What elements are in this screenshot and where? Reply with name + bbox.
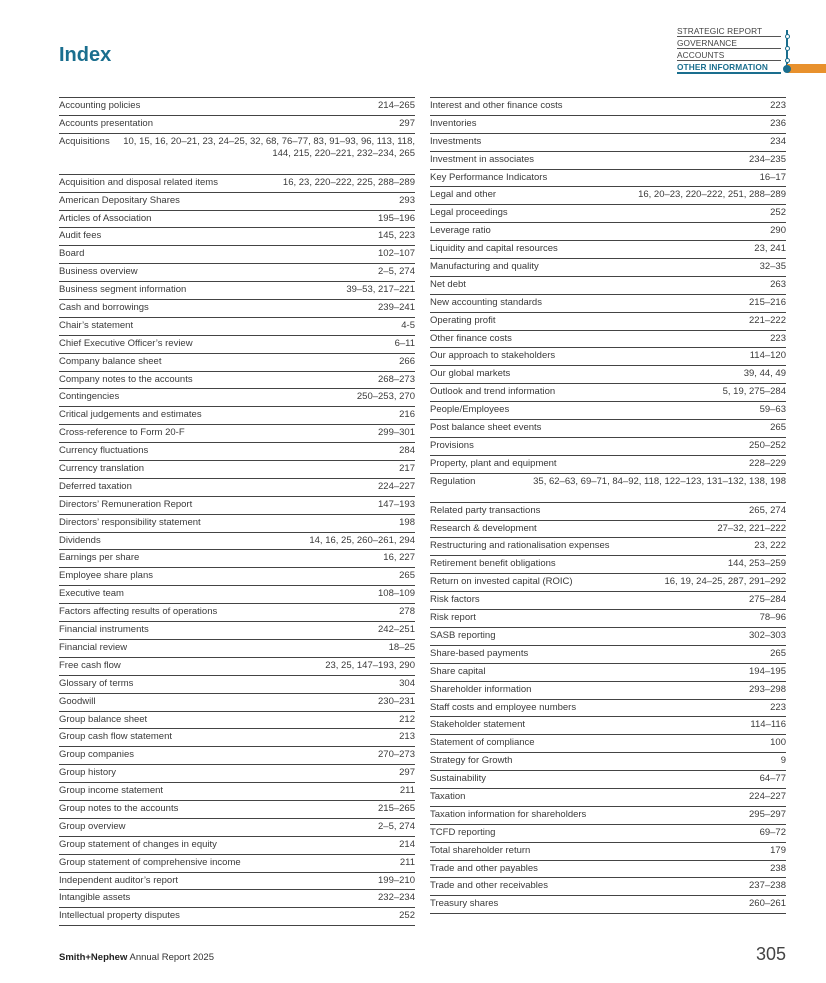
index-pages: 23, 25, 147–193, 290	[325, 659, 415, 671]
index-entry	[430, 646, 786, 664]
index-pages: 215–265	[378, 802, 415, 814]
index-entry	[430, 896, 786, 914]
index-term: Strategy for Growth	[430, 755, 513, 767]
index-term: Key Performance Indicators	[430, 171, 548, 183]
index-entry	[59, 443, 415, 461]
index-pages: 179	[770, 844, 786, 856]
index-term: Currency fluctuations	[59, 445, 149, 457]
index-term: SASB reporting	[430, 629, 496, 641]
footer-brand: Smith+Nephew	[59, 952, 128, 963]
index-pages: 242–251	[378, 624, 415, 636]
nav-marker-icon	[785, 46, 790, 51]
index-term: Outlook and trend information	[430, 386, 556, 398]
index-pages: 216	[399, 409, 415, 421]
index-pages: 214	[399, 838, 415, 850]
index-pages: 145, 223	[378, 230, 415, 242]
index-term: Regulation	[430, 475, 476, 487]
index-term: Restructuring and rationalisation expenses	[430, 540, 610, 552]
index-term: Operating profit	[430, 314, 496, 326]
index-entry	[59, 586, 415, 604]
index-pages: 39, 44, 49	[743, 368, 786, 380]
index-pages: 10, 15, 16, 20–21, 23, 24–25, 32, 68, 76–77, 83, 91–93, 96, 113, 118, 144, 215, 220–221, 232–234, 265	[123, 135, 415, 159]
index-pages: 195–196	[378, 212, 415, 224]
index-pages: 302–303	[749, 629, 786, 641]
index-pages: 221–222	[749, 314, 786, 326]
index-pages: 228–229	[749, 457, 786, 469]
index-entry	[430, 556, 786, 574]
index-term: Legal and other	[430, 189, 497, 201]
index-term: Taxation	[430, 790, 466, 802]
index-pages: 16, 227	[383, 552, 415, 564]
index-term: Investment in associates	[430, 153, 535, 165]
index-entry	[430, 474, 786, 503]
index-pages: 236	[770, 117, 786, 129]
index-term: Chair’s statement	[59, 319, 134, 331]
index-pages: 78–96	[759, 612, 786, 624]
index-term: Taxation information for shareholders	[430, 808, 587, 820]
index-pages: 5, 19, 275–284	[722, 386, 786, 398]
index-pages: 266	[399, 355, 415, 367]
index-entry	[430, 366, 786, 384]
index-term: Post balance sheet events	[430, 422, 542, 434]
nav-item-other-information[interactable]: OTHER INFORMATION	[677, 63, 781, 74]
index-column-right	[430, 97, 786, 914]
index-entry	[430, 610, 786, 628]
index-pages: 198	[399, 516, 415, 528]
index-entry	[59, 318, 415, 336]
index-pages: 239–241	[378, 302, 415, 314]
index-entry	[59, 694, 415, 712]
index-pages: 214–265	[378, 100, 415, 111]
index-term: Sustainability	[430, 773, 486, 785]
index-term: Our approach to stakeholders	[430, 350, 556, 362]
index-entry	[59, 533, 415, 551]
index-term: Property, plant and equipment	[430, 457, 557, 469]
index-term: Total shareholder return	[430, 844, 531, 856]
index-term: Return on invested capital (ROIC)	[430, 576, 573, 588]
index-pages: 232–234	[378, 892, 415, 904]
nav-item-governance[interactable]: GOVERNANCE	[677, 39, 781, 49]
index-entry	[430, 241, 786, 259]
index-term: Treasury shares	[430, 898, 499, 910]
index-pages: 234	[770, 135, 786, 147]
index-term: Inventories	[430, 117, 477, 129]
index-term: Interest and other finance costs	[430, 100, 563, 111]
index-entry	[430, 205, 786, 223]
index-pages: 32–35	[759, 261, 786, 273]
index-pages: 213	[399, 731, 415, 743]
index-entry	[430, 628, 786, 646]
index-pages: 69–72	[759, 826, 786, 838]
index-pages: 217	[399, 463, 415, 475]
index-pages: 265	[770, 647, 786, 659]
index-entry	[430, 295, 786, 313]
index-term: Acquisition and disposal related items	[59, 176, 218, 188]
index-entry	[59, 264, 415, 282]
index-term: Earnings per share	[59, 552, 140, 564]
index-pages: 275–284	[749, 594, 786, 606]
index-term: Leverage ratio	[430, 225, 491, 237]
index-term: Investments	[430, 135, 482, 147]
index-pages: 304	[399, 677, 415, 689]
index-pages: 238	[770, 862, 786, 874]
index-term: Liquidity and capital resources	[430, 243, 558, 255]
index-term: Financial instruments	[59, 624, 149, 636]
index-term: Chief Executive Officer’s review	[59, 337, 193, 349]
index-term: Company balance sheet	[59, 355, 162, 367]
index-term: Cross-reference to Form 20-F	[59, 427, 185, 439]
index-pages: 297	[399, 767, 415, 779]
index-entry	[59, 134, 415, 175]
index-pages: 100	[770, 737, 786, 749]
index-entry	[59, 801, 415, 819]
index-pages: 263	[770, 278, 786, 290]
index-entry	[430, 825, 786, 843]
index-entry	[59, 568, 415, 586]
index-pages: 35, 62–63, 69–71, 84–92, 118, 122–123, 131–132, 138, 198	[533, 475, 786, 487]
index-entry	[430, 402, 786, 420]
index-pages: 64–77	[759, 773, 786, 785]
index-entry	[59, 855, 415, 873]
index-pages: 23, 222	[754, 540, 786, 552]
index-entry	[430, 384, 786, 402]
index-entry	[430, 807, 786, 825]
index-term: Trade and other payables	[430, 862, 538, 874]
index-pages: 147–193	[378, 498, 415, 510]
index-entry	[59, 729, 415, 747]
index-pages: 23, 241	[754, 243, 786, 255]
index-term: Research & development	[430, 522, 537, 534]
index-entry	[430, 313, 786, 331]
index-pages: 252	[399, 910, 415, 922]
index-pages: 237–238	[749, 880, 786, 892]
index-entry	[59, 193, 415, 211]
index-pages: 230–231	[378, 695, 415, 707]
index-term: Manufacturing and quality	[430, 261, 539, 273]
index-entry	[430, 420, 786, 438]
index-entry	[59, 712, 415, 730]
index-pages: 16–17	[759, 171, 786, 183]
index-entry	[430, 521, 786, 539]
index-entry	[59, 640, 415, 658]
index-term: Group notes to the accounts	[59, 802, 179, 814]
index-entry	[59, 658, 415, 676]
index-pages: 284	[399, 445, 415, 457]
index-entry	[430, 574, 786, 592]
index-pages: 39–53, 217–221	[346, 284, 415, 296]
index-entry	[59, 461, 415, 479]
index-pages: 265, 274	[749, 504, 786, 516]
index-term: Business segment information	[59, 284, 187, 296]
index-term: Intangible assets	[59, 892, 131, 904]
index-term: Accounts presentation	[59, 117, 154, 129]
index-entry	[59, 873, 415, 891]
index-term: Intellectual property disputes	[59, 910, 180, 922]
index-term: Glossary of terms	[59, 677, 134, 689]
index-entry	[430, 878, 786, 896]
index-entry	[430, 116, 786, 134]
index-pages: 27–32, 221–222	[717, 522, 786, 534]
index-entry	[430, 503, 786, 521]
index-term: Group statement of comprehensive income	[59, 856, 241, 868]
footer-report-title	[59, 952, 214, 963]
index-term: Risk report	[430, 612, 476, 624]
index-term: Company notes to the accounts	[59, 373, 193, 385]
index-term: Share-based payments	[430, 647, 529, 659]
index-term: Retirement benefit obligations	[430, 558, 556, 570]
index-entry	[59, 515, 415, 533]
index-entry	[59, 389, 415, 407]
index-pages: 14, 16, 25, 260–261, 294	[309, 534, 415, 546]
index-pages: 234–235	[749, 153, 786, 165]
index-term: Financial review	[59, 641, 128, 653]
index-entry	[59, 98, 415, 116]
index-entry	[430, 843, 786, 861]
index-pages: 223	[770, 332, 786, 344]
active-section-marker-icon	[783, 65, 791, 73]
index-term: Statement of compliance	[430, 737, 535, 749]
index-term: Independent auditor’s report	[59, 874, 179, 886]
index-term: Risk factors	[430, 594, 480, 606]
index-pages: 293–298	[749, 683, 786, 695]
index-pages: 211	[399, 785, 415, 797]
index-term: Dividends	[59, 534, 101, 546]
index-term: Employee share plans	[59, 570, 153, 582]
index-entry	[430, 134, 786, 152]
index-entry	[59, 890, 415, 908]
index-entry	[59, 783, 415, 801]
index-entry	[59, 425, 415, 443]
index-pages: 278	[399, 606, 415, 618]
index-term: Group history	[59, 767, 117, 779]
index-entry	[59, 908, 415, 926]
index-term: American Depositary Shares	[59, 194, 180, 206]
index-term: People/Employees	[430, 404, 510, 416]
index-term: Group income statement	[59, 785, 164, 797]
index-pages: 2–5, 274	[378, 266, 415, 278]
index-pages: 268–273	[378, 373, 415, 385]
index-entry	[59, 622, 415, 640]
nav-item-strategic-report[interactable]: STRATEGIC REPORT	[677, 27, 781, 37]
index-column-left	[59, 97, 415, 926]
index-entry	[59, 819, 415, 837]
index-term: Cash and borrowings	[59, 302, 149, 314]
index-term: Stakeholder statement	[430, 719, 526, 731]
index-pages: 144, 253–259	[727, 558, 786, 570]
index-entry	[430, 700, 786, 718]
index-entry	[430, 456, 786, 474]
index-pages: 108–109	[378, 588, 415, 600]
index-term: Group statement of changes in equity	[59, 838, 217, 850]
index-term: Group overview	[59, 820, 126, 832]
index-pages: 102–107	[378, 248, 415, 260]
index-term: Legal proceedings	[430, 207, 508, 219]
index-pages: 270–273	[378, 749, 415, 761]
nav-item-accounts[interactable]: ACCOUNTS	[677, 51, 781, 61]
index-term: Group balance sheet	[59, 713, 148, 725]
page-number: 305	[755, 944, 786, 964]
index-entry	[430, 771, 786, 789]
index-pages: 295–297	[749, 808, 786, 820]
index-term: Related party transactions	[430, 504, 541, 516]
index-entry	[59, 550, 415, 568]
index-pages: 215–216	[749, 296, 786, 308]
index-entry	[59, 747, 415, 765]
index-pages: 16, 20–23, 220–222, 251, 288–289	[638, 189, 786, 201]
index-term: Accounting policies	[59, 100, 141, 111]
index-entry	[59, 479, 415, 497]
index-term: Trade and other receivables	[430, 880, 548, 892]
index-entry	[59, 282, 415, 300]
index-pages: 293	[399, 194, 415, 206]
index-term: Provisions	[430, 439, 474, 451]
index-entry	[59, 175, 415, 193]
index-pages: 250–253, 270	[356, 391, 415, 403]
index-entry	[59, 407, 415, 425]
index-entry	[430, 259, 786, 277]
index-term: Critical judgements and estimates	[59, 409, 202, 421]
index-term: Business overview	[59, 266, 138, 278]
active-section-highlight	[787, 64, 826, 73]
index-term: Directors’ Remuneration Report	[59, 498, 193, 510]
index-pages: 265	[770, 422, 786, 434]
index-entry	[430, 682, 786, 700]
index-term: Share capital	[430, 665, 486, 677]
index-term: Board	[59, 248, 85, 260]
index-entry	[430, 592, 786, 610]
index-entry	[59, 604, 415, 622]
index-entry	[430, 331, 786, 349]
index-pages: 4-5	[401, 319, 415, 331]
index-pages: 114–116	[750, 719, 786, 731]
index-entry	[430, 187, 786, 205]
index-pages: 2–5, 274	[378, 820, 415, 832]
index-entry	[59, 676, 415, 694]
index-term: Currency translation	[59, 463, 145, 475]
index-entry	[430, 98, 786, 116]
index-term: Deferred taxation	[59, 480, 132, 492]
index-term: Contingencies	[59, 391, 120, 403]
index-term: Free cash flow	[59, 659, 121, 671]
index-entry	[59, 497, 415, 515]
index-pages: 211	[399, 856, 415, 868]
index-entry	[430, 223, 786, 241]
index-pages: 9	[780, 755, 786, 767]
index-entry	[59, 336, 415, 354]
index-entry	[430, 717, 786, 735]
index-pages: 18–25	[388, 641, 415, 653]
nav-marker-icon	[785, 58, 790, 63]
index-entry	[59, 211, 415, 229]
index-pages: 114–120	[749, 350, 786, 362]
index-entry	[430, 789, 786, 807]
index-pages: 224–227	[749, 790, 786, 802]
index-term: Net debt	[430, 278, 466, 290]
index-term: Acquisitions	[59, 135, 110, 147]
index-entry	[59, 246, 415, 264]
index-term: Executive team	[59, 588, 124, 600]
index-pages: 260–261	[749, 898, 786, 910]
index-entry	[430, 277, 786, 295]
index-pages: 16, 19, 24–25, 287, 291–292	[664, 576, 786, 588]
index-term: Articles of Association	[59, 212, 152, 224]
index-term: Factors affecting results of operations	[59, 606, 218, 618]
index-entry	[59, 372, 415, 390]
page-title: Index	[59, 44, 112, 66]
index-pages: 194–195	[749, 665, 786, 677]
index-entry	[430, 170, 786, 188]
index-pages: 223	[770, 100, 786, 111]
index-entry	[430, 438, 786, 456]
nav-marker-icon	[785, 34, 790, 39]
index-entry	[59, 116, 415, 134]
index-pages: 250–252	[749, 439, 786, 451]
index-pages: 59–63	[759, 404, 786, 416]
index-entry	[59, 765, 415, 783]
index-pages: 299–301	[378, 427, 415, 439]
index-term: Directors’ responsibility statement	[59, 516, 201, 528]
index-term: Group cash flow statement	[59, 731, 172, 743]
index-entry	[59, 228, 415, 246]
index-entry	[59, 837, 415, 855]
index-pages: 16, 23, 220–222, 225, 288–289	[282, 176, 415, 188]
index-entry	[430, 861, 786, 879]
index-entry	[59, 354, 415, 372]
index-entry	[430, 538, 786, 556]
index-entry	[430, 753, 786, 771]
footer-report-name: Annual Report 2025	[127, 952, 214, 963]
index-entry	[430, 664, 786, 682]
index-entry	[430, 348, 786, 366]
index-pages: 223	[770, 701, 786, 713]
index-term: Group companies	[59, 749, 134, 761]
index-term: New accounting standards	[430, 296, 542, 308]
index-term: Staff costs and employee numbers	[430, 701, 577, 713]
index-pages: 6–11	[394, 337, 415, 349]
section-navigation	[677, 27, 826, 75]
index-term: Goodwill	[59, 695, 96, 707]
index-entry	[430, 735, 786, 753]
index-pages: 252	[770, 207, 786, 219]
index-pages: 290	[770, 225, 786, 237]
index-entry	[430, 152, 786, 170]
index-pages: 297	[399, 117, 415, 129]
index-term: TCFD reporting	[430, 826, 496, 838]
index-pages: 224–227	[378, 480, 415, 492]
index-term: Shareholder information	[430, 683, 532, 695]
index-term: Audit fees	[59, 230, 102, 242]
index-pages: 265	[399, 570, 415, 582]
index-pages: 212	[399, 713, 415, 725]
index-entry	[59, 300, 415, 318]
index-term: Other finance costs	[430, 332, 512, 344]
index-pages: 199–210	[378, 874, 415, 886]
index-term: Our global markets	[430, 368, 511, 380]
